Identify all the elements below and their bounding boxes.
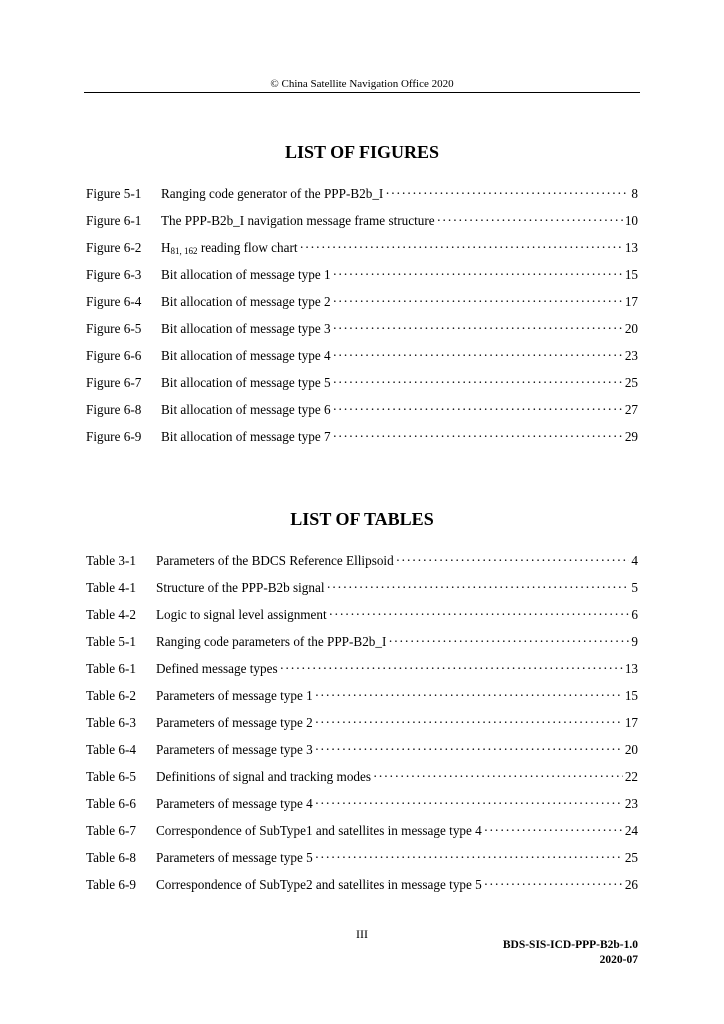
- header-rule: [84, 92, 640, 93]
- figure-label: Figure 6-5: [86, 321, 142, 336]
- dot-leader: [333, 321, 623, 337]
- figure-title: Bit allocation of message type 7: [161, 429, 331, 444]
- figures-list: [86, 186, 638, 456]
- figure-page: 20: [624, 321, 638, 336]
- table-page: 25: [624, 850, 638, 865]
- figure-title: Bit allocation of message type 4: [161, 348, 331, 363]
- dot-leader: [333, 402, 623, 418]
- dot-leader: [327, 580, 630, 596]
- table-entry[interactable]: [86, 634, 638, 661]
- page-header-copyright: © China Satellite Navigation Office 2020: [270, 78, 454, 90]
- figure-label: Figure 6-3: [86, 267, 142, 282]
- table-label: Table 6-2: [86, 688, 136, 703]
- table-title: Parameters of message type 5: [156, 850, 313, 865]
- figure-title: Bit allocation of message type 1: [161, 267, 331, 282]
- table-label: Table 4-2: [86, 607, 136, 622]
- figure-title: Ranging code generator of the PPP-B2b_I: [161, 186, 384, 201]
- dot-leader: [280, 661, 623, 677]
- list-of-tables-heading: LIST OF TABLES: [290, 509, 434, 529]
- dot-leader: [300, 240, 623, 256]
- dot-leader: [484, 877, 623, 893]
- dot-leader: [333, 348, 623, 364]
- table-label: Table 4-1: [86, 580, 136, 595]
- figure-title: Bit allocation of message type 5: [161, 375, 331, 390]
- figure-page: 13: [624, 240, 638, 255]
- dot-leader: [373, 769, 623, 785]
- figure-page: 8: [631, 186, 638, 201]
- table-page: 17: [624, 715, 638, 730]
- table-page: 9: [631, 634, 638, 649]
- table-entry[interactable]: [86, 553, 638, 580]
- tables-list: [86, 553, 638, 904]
- table-page: 6: [631, 607, 638, 622]
- dot-leader: [333, 267, 623, 283]
- table-entry[interactable]: [86, 796, 638, 823]
- figure-entry[interactable]: [86, 213, 638, 240]
- table-page: 24: [624, 823, 638, 838]
- table-entry[interactable]: [86, 877, 638, 904]
- dot-leader: [333, 294, 623, 310]
- table-entry[interactable]: [86, 769, 638, 796]
- table-title: Correspondence of SubType2 and satellites in message type 5: [156, 877, 482, 892]
- figure-label: Figure 6-1: [86, 213, 142, 228]
- table-page: 23: [624, 796, 638, 811]
- figure-title-rest: reading flow chart: [197, 240, 298, 255]
- table-label: Table 6-9: [86, 877, 136, 892]
- figure-page: 27: [624, 402, 638, 417]
- figure-label: Figure 6-6: [86, 348, 142, 363]
- figure-title: The PPP-B2b_I navigation message frame structure: [161, 213, 435, 228]
- table-label: Table 5-1: [86, 634, 136, 649]
- table-label: Table 6-3: [86, 715, 136, 730]
- figure-page: 29: [624, 429, 638, 444]
- table-title: Definitions of signal and tracking modes: [156, 769, 371, 784]
- table-title: Structure of the PPP-B2b signal: [156, 580, 325, 595]
- figure-entry[interactable]: [86, 294, 638, 321]
- dot-leader: [333, 429, 623, 445]
- dot-leader: [437, 213, 623, 229]
- table-label: Table 6-6: [86, 796, 136, 811]
- figure-page: 23: [624, 348, 638, 363]
- figure-label: Figure 6-9: [86, 429, 142, 444]
- table-page: 13: [624, 661, 638, 676]
- dot-leader: [329, 607, 630, 623]
- figure-page: 17: [624, 294, 638, 309]
- list-of-figures-heading: LIST OF FIGURES: [284, 142, 440, 162]
- figure-entry[interactable]: [86, 402, 638, 429]
- dot-leader: [315, 850, 623, 866]
- dot-leader: [388, 634, 629, 650]
- table-page: 5: [631, 580, 638, 595]
- figure-title-subscript: 81, 162: [170, 246, 198, 256]
- figure-label: Figure 6-7: [86, 375, 142, 390]
- table-label: Table 6-8: [86, 850, 136, 865]
- table-title: Correspondence of SubType1 and satellites in message type 4: [156, 823, 482, 838]
- dot-leader: [315, 688, 623, 704]
- table-title: Parameters of message type 3: [156, 742, 313, 757]
- table-entry[interactable]: [86, 742, 638, 769]
- figure-entry[interactable]: [86, 186, 638, 213]
- table-page: 22: [624, 769, 638, 784]
- dot-leader: [333, 375, 623, 391]
- figure-entry[interactable]: [86, 375, 638, 402]
- table-entry[interactable]: [86, 715, 638, 742]
- table-entry[interactable]: [86, 688, 638, 715]
- figure-page: 10: [624, 213, 638, 228]
- figure-title: Bit allocation of message type 3: [161, 321, 331, 336]
- table-label: Table 6-4: [86, 742, 136, 757]
- figure-label: Figure 5-1: [86, 186, 142, 201]
- figure-label: Figure 6-8: [86, 402, 142, 417]
- table-title: Parameters of message type 2: [156, 715, 313, 730]
- figure-entry[interactable]: [86, 429, 638, 456]
- table-title: Logic to signal level assignment: [156, 607, 327, 622]
- figure-label: Figure 6-4: [86, 294, 142, 309]
- table-label: Table 6-1: [86, 661, 136, 676]
- figure-entry[interactable]: [86, 348, 638, 375]
- document-id: BDS-SIS-ICD-PPP-B2b-1.0: [502, 939, 638, 951]
- table-title: Defined message types: [156, 661, 278, 676]
- dot-leader: [315, 715, 623, 731]
- figure-title: Bit allocation of message type 2: [161, 294, 331, 309]
- table-entry[interactable]: [86, 580, 638, 607]
- table-entry[interactable]: [86, 850, 638, 877]
- table-title: Ranging code parameters of the PPP-B2b_I: [156, 634, 387, 649]
- table-entry[interactable]: [86, 661, 638, 688]
- dot-leader: [484, 823, 623, 839]
- table-label: Table 6-5: [86, 769, 136, 784]
- table-page: 15: [624, 688, 638, 703]
- figure-title: Bit allocation of message type 6: [161, 402, 331, 417]
- dot-leader: [385, 186, 629, 202]
- figure-entry[interactable]: [86, 321, 638, 348]
- table-page: 20: [624, 742, 638, 757]
- table-label: Table 3-1: [86, 553, 136, 568]
- dot-leader: [396, 553, 630, 569]
- table-entry[interactable]: [86, 607, 638, 634]
- figure-title: [161, 240, 298, 256]
- document-date: 2020-07: [599, 954, 638, 966]
- figure-title-prefix: H: [161, 240, 171, 255]
- table-title: Parameters of the BDCS Reference Ellipsoid: [156, 553, 394, 568]
- table-page: 26: [624, 877, 638, 892]
- figure-page: 25: [624, 375, 638, 390]
- table-entry[interactable]: [86, 823, 638, 850]
- figure-label: Figure 6-2: [86, 240, 142, 255]
- figure-entry[interactable]: [86, 240, 638, 267]
- dot-leader: [315, 796, 623, 812]
- dot-leader: [315, 742, 623, 758]
- table-page: 4: [631, 553, 638, 568]
- table-label: Table 6-7: [86, 823, 136, 838]
- figure-page: 15: [624, 267, 638, 282]
- figure-entry[interactable]: [86, 267, 638, 294]
- page-number: III: [356, 927, 368, 941]
- table-title: Parameters of message type 4: [156, 796, 313, 811]
- table-title: Parameters of message type 1: [156, 688, 313, 703]
